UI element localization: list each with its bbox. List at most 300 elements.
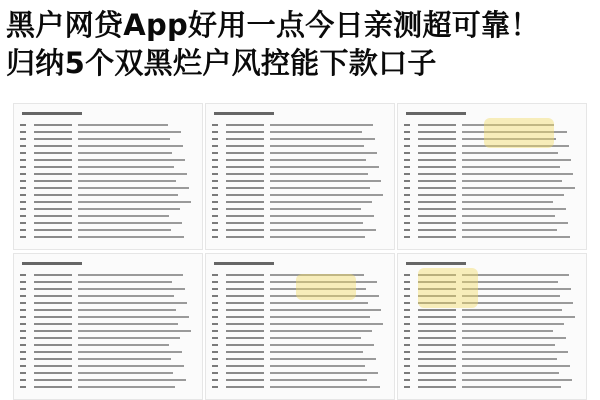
row-index-mark <box>404 295 410 297</box>
row-index-mark <box>212 173 218 175</box>
row-column-mark <box>78 166 174 168</box>
row-column-mark <box>226 152 264 154</box>
row-index-mark <box>20 379 26 381</box>
row-index-mark <box>20 222 26 224</box>
row-column-mark <box>34 351 72 353</box>
sheet-row <box>20 274 196 276</box>
row-column-mark <box>418 358 456 360</box>
sheet-row <box>212 365 388 367</box>
row-column-mark <box>34 159 72 161</box>
sheet-row <box>20 166 196 168</box>
row-column-mark <box>78 302 187 304</box>
row-column-mark <box>78 180 176 182</box>
row-index-mark <box>212 187 218 189</box>
sheet-row <box>20 316 196 318</box>
row-index-mark <box>404 222 410 224</box>
row-index-mark <box>20 166 26 168</box>
row-index-mark <box>212 281 218 283</box>
sheet-row <box>20 173 196 175</box>
sheet-row <box>20 344 196 346</box>
row-column-mark <box>462 236 570 238</box>
sheet-row <box>212 180 388 182</box>
row-column-mark <box>418 330 456 332</box>
sheet-row <box>20 180 196 182</box>
row-column-mark <box>270 201 372 203</box>
sheet-row <box>404 330 580 332</box>
row-column-mark <box>78 152 172 154</box>
sheet-row <box>212 131 388 133</box>
row-column-mark <box>462 344 555 346</box>
row-column-mark <box>78 309 176 311</box>
sheet-row <box>212 138 388 140</box>
sheet-row <box>212 187 388 189</box>
sheet-row <box>404 166 580 168</box>
row-index-mark <box>404 372 410 374</box>
row-column-mark <box>226 323 264 325</box>
sheet-row <box>20 358 196 360</box>
row-column-mark <box>418 201 456 203</box>
row-index-mark <box>212 337 218 339</box>
sheet-row <box>212 379 388 381</box>
row-column-mark <box>226 131 264 133</box>
sheet-row <box>212 208 388 210</box>
row-column-mark <box>270 309 381 311</box>
row-column-mark <box>78 316 189 318</box>
row-index-mark <box>20 145 26 147</box>
row-index-mark <box>404 358 410 360</box>
row-column-mark <box>34 194 72 196</box>
row-index-mark <box>404 145 410 147</box>
row-column-mark <box>78 124 168 126</box>
row-column-mark <box>34 236 72 238</box>
sheet-row <box>212 152 388 154</box>
row-column-mark <box>226 316 264 318</box>
sheet-title-bar <box>406 262 466 265</box>
sheet-row <box>212 159 388 161</box>
row-index-mark <box>404 330 410 332</box>
row-column-mark <box>462 372 559 374</box>
row-index-mark <box>404 274 410 276</box>
row-column-mark <box>226 379 264 381</box>
row-column-mark <box>462 208 566 210</box>
sheet-row <box>20 159 196 161</box>
row-index-mark <box>212 194 218 196</box>
sheet-row <box>20 131 196 133</box>
row-column-mark <box>78 131 181 133</box>
row-column-mark <box>226 365 264 367</box>
row-column-mark <box>78 208 180 210</box>
row-column-mark <box>226 302 264 304</box>
row-column-mark <box>34 302 72 304</box>
row-index-mark <box>212 323 218 325</box>
row-column-mark <box>462 309 562 311</box>
sheet-card <box>398 104 586 249</box>
row-column-mark <box>34 138 72 140</box>
row-column-mark <box>78 337 180 339</box>
row-column-mark <box>226 124 264 126</box>
sheet-row <box>212 330 388 332</box>
row-column-mark <box>270 215 374 217</box>
sheet-title-bar <box>214 262 274 265</box>
row-column-mark <box>78 145 183 147</box>
row-column-mark <box>462 274 569 276</box>
sheet-row <box>404 379 580 381</box>
row-column-mark <box>226 166 264 168</box>
row-index-mark <box>212 124 218 126</box>
row-column-mark <box>226 229 264 231</box>
row-column-mark <box>34 365 72 367</box>
row-column-mark <box>462 215 555 217</box>
sheet-card <box>398 254 586 399</box>
sheet-row <box>404 344 580 346</box>
row-column-mark <box>462 323 564 325</box>
row-column-mark <box>418 159 456 161</box>
row-column-mark <box>462 173 573 175</box>
row-index-mark <box>212 386 218 388</box>
row-column-mark <box>462 180 562 182</box>
row-column-mark <box>226 187 264 189</box>
row-index-mark <box>212 215 218 217</box>
sheet-rows <box>212 124 388 245</box>
row-column-mark <box>34 201 72 203</box>
row-column-mark <box>418 131 456 133</box>
row-column-mark <box>462 288 571 290</box>
row-column-mark <box>270 358 376 360</box>
row-index-mark <box>212 309 218 311</box>
row-column-mark <box>270 351 363 353</box>
row-column-mark <box>34 288 72 290</box>
sheet-row <box>20 330 196 332</box>
row-column-mark <box>34 330 72 332</box>
row-column-mark <box>78 281 172 283</box>
row-index-mark <box>404 229 410 231</box>
row-column-mark <box>34 215 72 217</box>
row-index-mark <box>404 138 410 140</box>
sheet-row <box>404 386 580 388</box>
row-index-mark <box>212 236 218 238</box>
sheet-row <box>404 222 580 224</box>
row-column-mark <box>78 229 171 231</box>
row-column-mark <box>34 316 72 318</box>
row-column-mark <box>418 138 456 140</box>
row-column-mark <box>418 379 456 381</box>
sheet-row <box>404 309 580 311</box>
row-column-mark <box>418 152 456 154</box>
sheet-row <box>212 194 388 196</box>
row-column-mark <box>226 222 264 224</box>
row-index-mark <box>212 222 218 224</box>
sheet-row <box>404 152 580 154</box>
row-column-mark <box>462 365 570 367</box>
sheet-row <box>404 351 580 353</box>
row-column-mark <box>78 222 182 224</box>
sheet-row <box>20 372 196 374</box>
row-column-mark <box>270 124 373 126</box>
sheet-row <box>404 358 580 360</box>
row-index-mark <box>404 159 410 161</box>
sheet-row <box>212 316 388 318</box>
row-column-mark <box>462 194 564 196</box>
row-column-mark <box>462 159 571 161</box>
row-column-mark <box>418 173 456 175</box>
row-column-mark <box>78 236 184 238</box>
row-column-mark <box>34 229 72 231</box>
row-index-mark <box>404 173 410 175</box>
sheet-row <box>20 187 196 189</box>
row-index-mark <box>20 159 26 161</box>
row-index-mark <box>20 131 26 133</box>
sheet-row <box>212 166 388 168</box>
row-index-mark <box>20 295 26 297</box>
row-column-mark <box>270 152 377 154</box>
row-column-mark <box>462 316 575 318</box>
row-index-mark <box>20 372 26 374</box>
row-index-mark <box>212 138 218 140</box>
row-column-mark <box>462 166 560 168</box>
row-column-mark <box>34 274 72 276</box>
row-column-mark <box>226 173 264 175</box>
sheet-row <box>212 222 388 224</box>
row-column-mark <box>270 166 379 168</box>
row-index-mark <box>20 274 26 276</box>
row-index-mark <box>404 386 410 388</box>
row-column-mark <box>462 337 566 339</box>
headline-line-2: 归纳5个双黑烂户风控能下款口子 <box>6 46 437 80</box>
row-index-mark <box>212 358 218 360</box>
row-index-mark <box>212 344 218 346</box>
row-column-mark <box>418 222 456 224</box>
row-column-mark <box>270 236 365 238</box>
row-index-mark <box>212 201 218 203</box>
sheet-row <box>404 208 580 210</box>
row-index-mark <box>20 187 26 189</box>
row-column-mark <box>418 316 456 318</box>
sheet-row <box>20 295 196 297</box>
row-column-mark <box>34 166 72 168</box>
sheet-row <box>212 386 388 388</box>
sheet-title-bar <box>406 112 466 115</box>
row-index-mark <box>404 194 410 196</box>
sheet-row <box>20 229 196 231</box>
headline <box>6 6 594 82</box>
row-column-mark <box>78 365 184 367</box>
row-column-mark <box>34 180 72 182</box>
sheet-row <box>404 173 580 175</box>
sheet-row <box>212 351 388 353</box>
row-index-mark <box>20 365 26 367</box>
row-column-mark <box>226 351 264 353</box>
sheet-title-bar <box>22 112 82 115</box>
row-column-mark <box>226 337 264 339</box>
row-index-mark <box>212 274 218 276</box>
row-column-mark <box>78 187 189 189</box>
row-index-mark <box>212 302 218 304</box>
headline-line-1: 黑户网贷App好用一点今日亲测超可靠！ <box>6 8 540 42</box>
row-column-mark <box>270 323 383 325</box>
sheet-row <box>20 138 196 140</box>
row-column-mark <box>78 159 185 161</box>
sheet-row <box>20 152 196 154</box>
sheet-grid <box>0 96 600 400</box>
row-index-mark <box>20 330 26 332</box>
row-index-mark <box>20 229 26 231</box>
row-column-mark <box>418 215 456 217</box>
row-column-mark <box>462 187 575 189</box>
sheet-row <box>212 309 388 311</box>
row-column-mark <box>78 194 178 196</box>
row-column-mark <box>78 386 175 388</box>
row-column-mark <box>226 194 264 196</box>
sheet-row <box>212 236 388 238</box>
row-column-mark <box>34 323 72 325</box>
sheet-title-bar <box>22 262 82 265</box>
row-column-mark <box>418 344 456 346</box>
row-column-mark <box>270 145 364 147</box>
row-index-mark <box>404 124 410 126</box>
row-column-mark <box>34 281 72 283</box>
row-index-mark <box>20 358 26 360</box>
row-column-mark <box>462 351 568 353</box>
sheet-row <box>212 229 388 231</box>
sheet-title-bar <box>214 112 274 115</box>
row-column-mark <box>34 124 72 126</box>
row-column-mark <box>226 236 264 238</box>
row-column-mark <box>78 351 182 353</box>
row-index-mark <box>20 316 26 318</box>
row-column-mark <box>226 159 264 161</box>
sheet-row <box>404 194 580 196</box>
row-index-mark <box>212 372 218 374</box>
row-column-mark <box>34 386 72 388</box>
row-column-mark <box>418 208 456 210</box>
row-index-mark <box>212 288 218 290</box>
row-index-mark <box>404 131 410 133</box>
row-column-mark <box>226 386 264 388</box>
row-column-mark <box>270 379 367 381</box>
row-column-mark <box>462 386 561 388</box>
row-index-mark <box>404 208 410 210</box>
row-column-mark <box>462 229 557 231</box>
sheet-row <box>20 236 196 238</box>
highlight-mark <box>296 274 356 300</box>
row-column-mark <box>270 302 368 304</box>
sheet-row <box>212 372 388 374</box>
row-column-mark <box>418 337 456 339</box>
row-index-mark <box>212 229 218 231</box>
row-column-mark <box>226 138 264 140</box>
row-column-mark <box>226 372 264 374</box>
row-index-mark <box>20 194 26 196</box>
row-index-mark <box>404 351 410 353</box>
sheet-row <box>20 337 196 339</box>
sheet-row <box>404 159 580 161</box>
row-column-mark <box>226 208 264 210</box>
row-column-mark <box>462 302 573 304</box>
row-column-mark <box>226 358 264 360</box>
row-column-mark <box>270 229 376 231</box>
row-index-mark <box>20 215 26 217</box>
row-index-mark <box>20 180 26 182</box>
row-column-mark <box>226 201 264 203</box>
row-column-mark <box>270 159 366 161</box>
row-column-mark <box>270 180 381 182</box>
row-column-mark <box>226 145 264 147</box>
row-column-mark <box>270 222 363 224</box>
row-column-mark <box>78 372 173 374</box>
sheet-row <box>20 379 196 381</box>
row-index-mark <box>212 330 218 332</box>
sheet-row <box>404 187 580 189</box>
sheet-card <box>206 104 394 249</box>
row-column-mark <box>226 274 264 276</box>
row-column-mark <box>270 337 361 339</box>
row-index-mark <box>20 323 26 325</box>
row-column-mark <box>226 288 264 290</box>
sheet-row <box>20 124 196 126</box>
row-column-mark <box>270 131 362 133</box>
row-index-mark <box>404 337 410 339</box>
row-column-mark <box>226 344 264 346</box>
sheet-row <box>20 288 196 290</box>
row-column-mark <box>78 201 191 203</box>
row-index-mark <box>20 344 26 346</box>
row-column-mark <box>78 323 178 325</box>
row-column-mark <box>34 222 72 224</box>
row-index-mark <box>20 173 26 175</box>
row-index-mark <box>20 288 26 290</box>
row-index-mark <box>20 152 26 154</box>
row-column-mark <box>78 330 191 332</box>
row-index-mark <box>20 236 26 238</box>
sheet-row <box>212 201 388 203</box>
sheet-row <box>20 309 196 311</box>
row-index-mark <box>212 180 218 182</box>
row-index-mark <box>20 386 26 388</box>
row-index-mark <box>404 379 410 381</box>
sheet-row <box>20 194 196 196</box>
sheet-row <box>212 145 388 147</box>
sheet-row <box>404 337 580 339</box>
row-column-mark <box>462 201 553 203</box>
row-column-mark <box>270 316 370 318</box>
row-column-mark <box>270 365 365 367</box>
sheet-row <box>212 358 388 360</box>
sheet-row <box>212 323 388 325</box>
sheet-row <box>404 316 580 318</box>
row-index-mark <box>404 180 410 182</box>
row-column-mark <box>78 379 186 381</box>
row-column-mark <box>462 379 572 381</box>
row-column-mark <box>226 309 264 311</box>
row-column-mark <box>462 330 553 332</box>
row-index-mark <box>20 208 26 210</box>
row-column-mark <box>418 180 456 182</box>
row-column-mark <box>78 274 183 276</box>
row-index-mark <box>404 166 410 168</box>
sheet-card <box>14 104 202 249</box>
row-index-mark <box>212 379 218 381</box>
row-index-mark <box>212 152 218 154</box>
row-column-mark <box>418 166 456 168</box>
row-index-mark <box>212 131 218 133</box>
row-column-mark <box>270 208 361 210</box>
row-index-mark <box>212 351 218 353</box>
sheet-row <box>20 222 196 224</box>
sheet-row <box>212 337 388 339</box>
row-index-mark <box>404 281 410 283</box>
row-column-mark <box>34 145 72 147</box>
sheet-row <box>20 323 196 325</box>
